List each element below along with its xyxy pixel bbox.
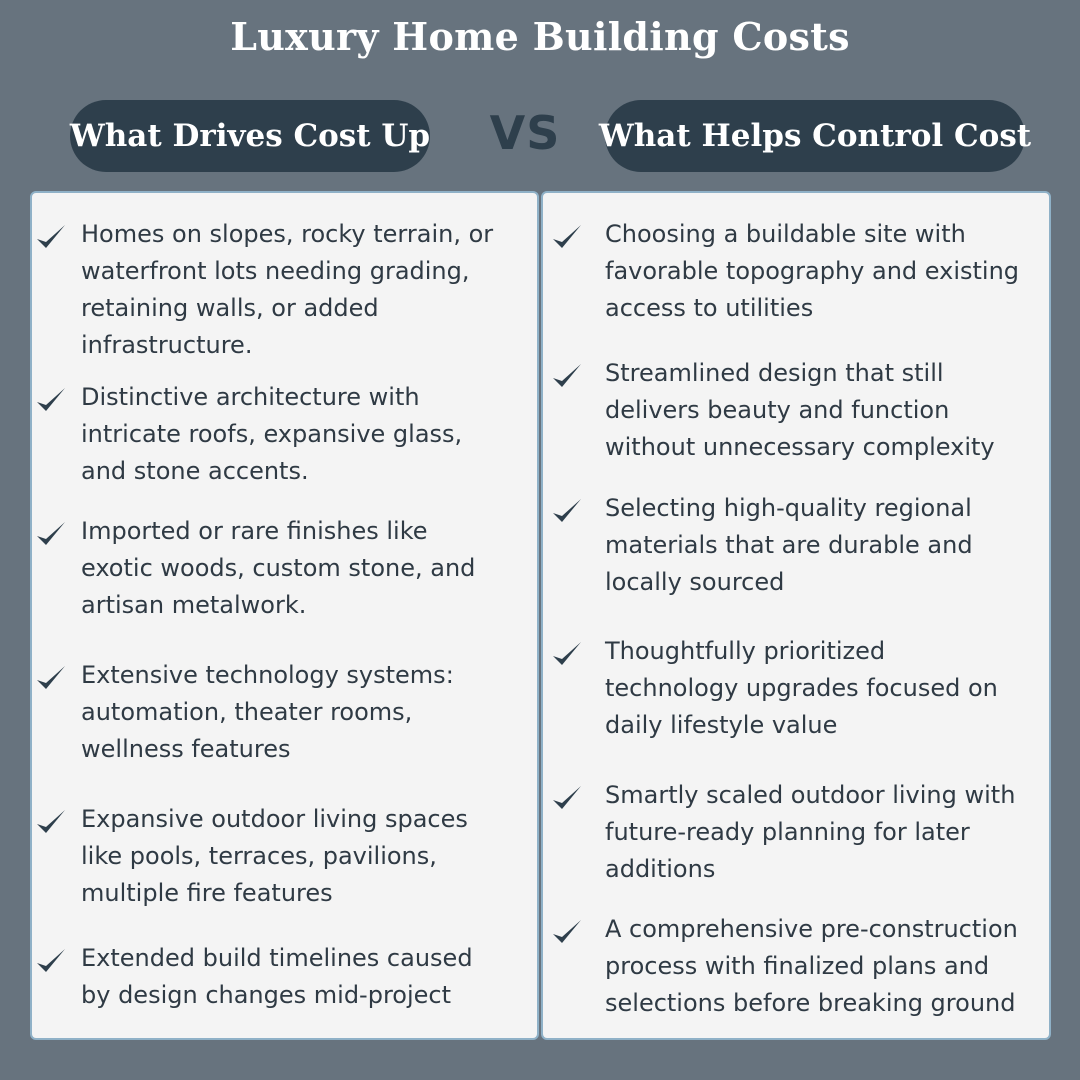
list-item-line: Distinctive architecture with [81,383,420,411]
list-item [81,940,473,1014]
list-item-line: like pools, terraces, pavilions, [81,842,437,870]
list-item-line: Streamlined design that still [605,359,944,387]
checkmark-icon [550,361,584,391]
checkmark-icon [34,519,68,549]
list-item-line: A comprehensive pre-construction [605,915,1018,943]
checkmark-icon [34,807,68,837]
list-item-line: locally sourced [605,568,785,596]
list-item [605,911,1018,1022]
list-item-line: multiple fire features [81,879,333,907]
list-item [81,657,454,768]
checkmark-icon [34,385,68,415]
list-item [81,216,493,364]
list-item-line: Imported or rare finishes like [81,517,428,545]
right-heading-pill [598,100,1032,172]
list-item-line: technology upgrades focused on [605,674,998,702]
left-heading: What Drives Cost Up [69,118,431,154]
list-item-line: Expansive outdoor living spaces [81,805,468,833]
list-item-line: Extensive technology systems: [81,661,454,689]
list-item [605,490,973,601]
list-item-line: future-ready planning for later [605,818,970,846]
checkmark-icon [34,663,68,693]
list-item [81,801,468,912]
list-item-line: Choosing a buildable site with [605,220,966,248]
list-item-line: additions [605,855,716,883]
list-item-line: Extended build timelines caused [81,944,473,972]
list-item [605,777,1015,888]
left-heading-pill [70,100,430,172]
list-item [605,633,998,744]
checkmark-icon [550,222,584,252]
list-item-line: retaining walls, or added [81,294,379,322]
checkmark-icon [550,783,584,813]
list-item-line: wellness features [81,735,291,763]
list-item-line: exotic woods, custom stone, and [81,554,476,582]
list-item-line: by design changes mid-project [81,981,452,1009]
list-item-line: delivers beauty and function [605,396,950,424]
checkmark-icon [34,222,68,252]
list-item [81,513,475,624]
list-item-line: intricate roofs, expansive glass, [81,420,463,448]
list-item-line: Selecting high-quality regional [605,494,972,522]
list-item-line: favorable topography and existing [605,257,1020,285]
list-item-line: infrastructure. [81,331,253,359]
vs-label: VS [489,106,561,160]
list-item-line: access to utilities [605,294,814,322]
list-item-line: process with finalized plans and [605,952,990,980]
list-item [605,216,1019,327]
list-item-line: waterfront lots needing grading, [81,257,470,285]
checkmark-icon [550,496,584,526]
list-item-line: Thoughtfully prioritized [605,637,886,665]
list-item-line: materials that are durable and [605,531,973,559]
list-item-line: and stone accents. [81,457,309,485]
checkmark-icon [34,946,68,976]
list-item-line: selections before breaking ground [605,989,1016,1017]
list-item-line: without unnecessary complexity [605,433,995,461]
checkmark-icon [550,917,584,947]
right-heading: What Helps Control Cost [598,118,1032,154]
list-item-line: Homes on slopes, rocky terrain, or [81,220,494,248]
checkmark-icon [550,639,584,669]
list-item-line: automation, theater rooms, [81,698,413,726]
list-item [605,355,995,466]
list-item [81,379,462,490]
list-item-line: artisan metalwork. [81,591,307,619]
list-item-line: daily lifestyle value [605,711,838,739]
list-item-line: Smartly scaled outdoor living with [605,781,1016,809]
page-title: Luxury Home Building Costs [230,14,850,59]
